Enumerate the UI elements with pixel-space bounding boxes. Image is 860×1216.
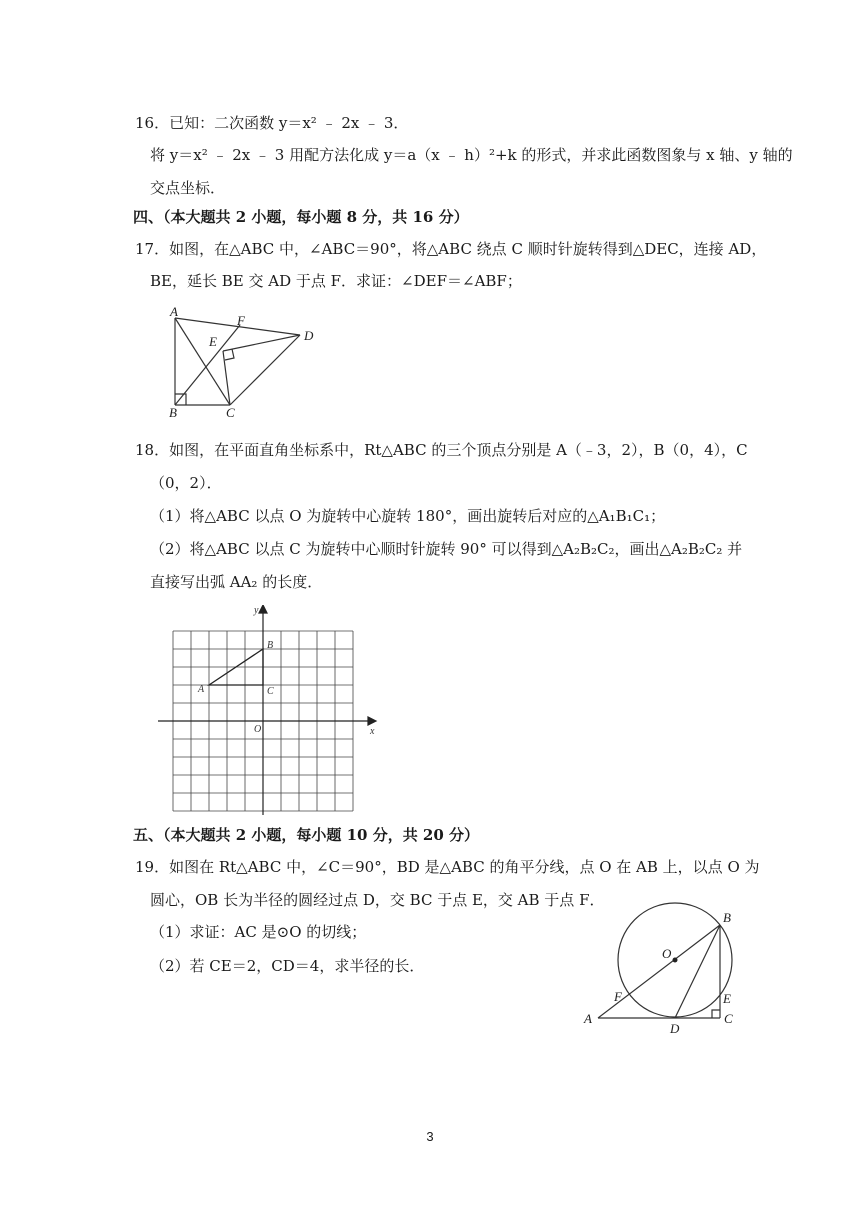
q17-label-d: D [304, 328, 314, 343]
q17-seg-ac [175, 318, 230, 405]
q17-label-b: B [169, 405, 177, 418]
q18-y-arrow [259, 605, 267, 613]
q19-label-d: D [670, 1021, 680, 1036]
q18-part2b: 直接写出弧 AA₂ 的长度． [150, 573, 323, 591]
q19-seg-ab [598, 925, 720, 1018]
q16-line1: 16．已知：二次函数 y＝x² ﹣ 2x ﹣ 3． [135, 114, 409, 132]
q18-label-c: C [267, 686, 274, 697]
q17-seg-dc [230, 335, 300, 405]
page-number: 3 [426, 1129, 434, 1144]
q17-label-a: A [170, 304, 178, 319]
q19-part1: （1）求证：AC 是⊙O 的切线； [150, 923, 367, 941]
q16-line3: 交点坐标． [150, 179, 226, 197]
q19-label-b: B [723, 910, 731, 925]
q18-x-arrow [368, 717, 376, 725]
q17-line2: BE，延长 BE 交 AD 于点 F．求证：∠DEF＝∠ABF； [150, 272, 522, 290]
q19-label-a: A [584, 1011, 592, 1026]
q17-seg-bf [175, 325, 240, 405]
q19-line2: 圆心，OB 长为半径的圆经过点 D，交 BC 于点 E，交 AB 于点 F． [150, 891, 605, 909]
q19-line1: 19．如图在 Rt△ABC 中，∠C＝90°，BD 是△ABC 的角平分线，点 O 在 AB 上，以点 O 为 [135, 858, 760, 876]
q18-grid-figure [150, 605, 390, 820]
section-5-heading: 五、（本大题共 2 小题，每小题 10 分，共 20 分） [133, 826, 480, 844]
section-4-heading: 四、（本大题共 2 小题，每小题 8 分，共 16 分） [133, 208, 469, 226]
q18-label-y: y [254, 605, 259, 616]
q17-label-c: C [226, 405, 235, 418]
q19-label-o: O [662, 946, 672, 961]
q19-part2: （2）若 CE＝2，CD＝4，求半径的长． [150, 957, 425, 975]
q19-figure [580, 885, 750, 1040]
q17-label-f: F [237, 313, 245, 328]
q17-label-e: E [209, 334, 217, 349]
q18-label-o: O [254, 724, 262, 735]
q19-label-c: C [724, 1011, 733, 1026]
q19-right-angle-c [712, 1010, 720, 1018]
q18-label-a: A [198, 684, 205, 695]
q19-label-f: F [614, 989, 622, 1004]
q18-line2: （0，2）． [150, 474, 222, 492]
q19-label-e: E [723, 991, 731, 1006]
q18-label-b: B [267, 640, 274, 651]
q17-figure [160, 303, 350, 418]
q16-line2: 将 y＝x² ﹣ 2x ﹣ 3 用配方法化成 y＝a（x ﹣ h）²+k 的形式，并求此函数图象与 x 轴、y 轴的 [150, 146, 793, 164]
q18-part2: （2）将△ABC 以点 C 为旋转中心顺时针旋转 90° 可以得到△A₂B₂C₂，画出△A₂B₂C₂ 并 [150, 540, 743, 558]
q18-part1: （1）将△ABC 以点 O 为旋转中心旋转 180°，画出旋转后对应的△A₁B₁C₁； [150, 507, 666, 525]
q17-line1: 17．如图，在△ABC 中，∠ABC＝90°，将△ABC 绕点 C 顺时针旋转得到△DEC，连接 AD， [135, 240, 767, 258]
q19-seg-bd [675, 925, 720, 1018]
q18-label-x: x [370, 726, 375, 737]
q19-center-dot [673, 958, 678, 963]
q18-line1: 18．如图，在平面直角坐标系中，Rt△ABC 的三个顶点分别是 A（﹣3，2），B（0，4），C [135, 441, 748, 459]
q17-seg-de [223, 335, 300, 351]
